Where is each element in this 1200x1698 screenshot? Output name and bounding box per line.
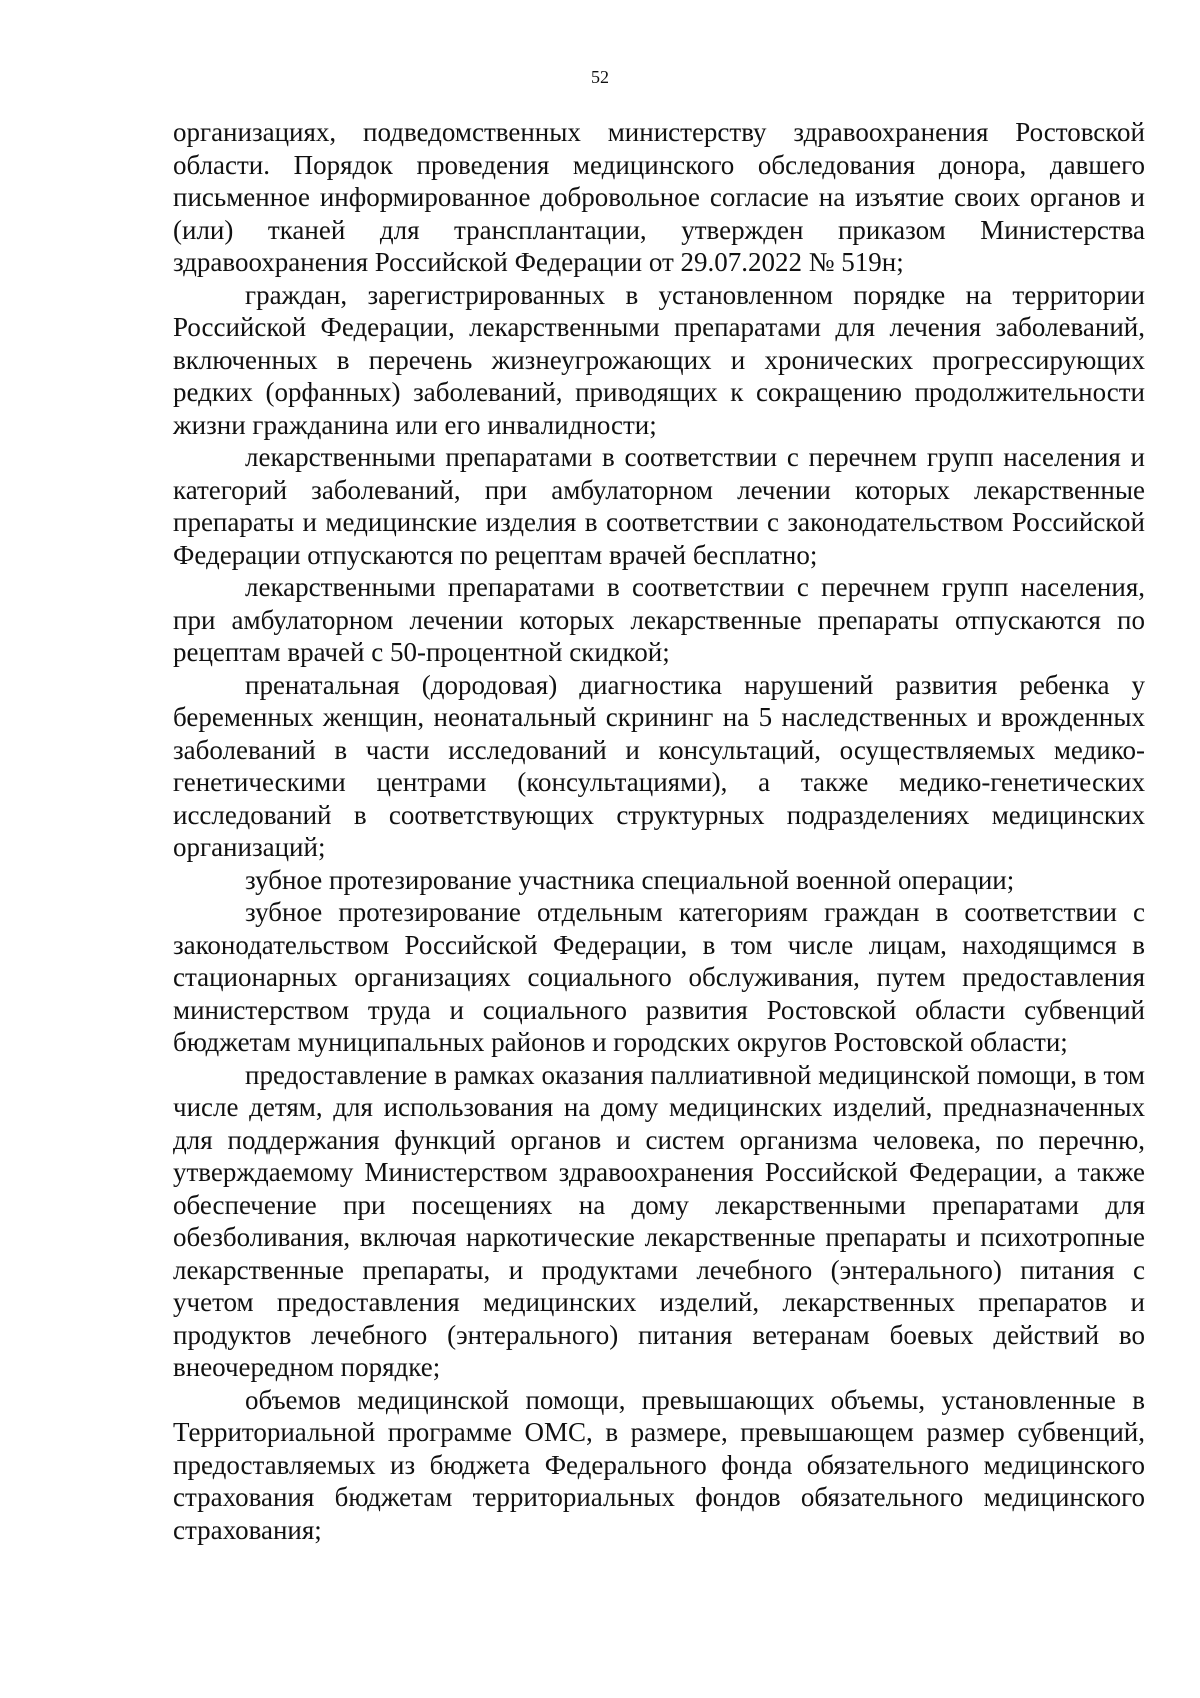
paragraph: объемов медицинской помощи, превышающих объемы, установленные в Территориальной программе ОМС, в размере, превышающем размер субвенций, предоставляемых из бюджета Федерального фонда обязательного медицинского страхования бюджетам территориальных фондов обязательного медицинского страхования;: [173, 1384, 1145, 1545]
paragraph: зубное протезирование участника специальной военной операции;: [245, 864, 1015, 895]
document-body: [173, 116, 1145, 1546]
paragraph: пренатальная (дородовая) диагностика нарушений развития ребенка у беременных женщин, неонатальный скрининг на 5 наследственных и врожденных заболеваний в части исследований и консультаций, осуществляемых медико-генетическими центрами (консультациями), а также медико-генетических исследований в соответствующих структурных подразделениях медицинских организаций;: [173, 669, 1145, 862]
paragraph: лекарственными препаратами в соответствии с перечнем групп населения, при амбулаторном лечении которых лекарственные препараты отпускаются по рецептам врачей с 50-процентной скидкой;: [173, 572, 1145, 667]
paragraph: лекарственными препаратами в соответствии с перечнем групп населения и категорий заболеваний, при амбулаторном лечении которых лекарственные препараты и медицинские изделия в соответствии с законодательством Российской Федерации отпускаются по рецептам врачей бесплатно;: [173, 442, 1145, 570]
paragraph: предоставление в рамках оказания паллиативной медицинской помощи, в том числе детям, для использования на дому медицинских изделий, предназначенных для поддержания функций органов и систем организма человека, по перечню, утверждаемому Министерством здравоохранения Российской Федерации, а также обеспечение при посещениях на дому лекарственными препаратами для обезболивания, включая наркотические лекарственные препараты и психотропные лекарственные препараты, и продуктами лечебного (энтерального) питания с учетом предоставления медицинских изделий, лекарственных препаратов и продуктов лечебного (энтерального) питания ветеранам боевых действий во внеочередном порядке;: [173, 1059, 1145, 1382]
page-number: 52: [591, 67, 609, 87]
paragraph: граждан, зарегистрированных в установленном порядке на территории Российской Федерации, лекарственными препаратами для лечения заболеваний, включенных в перечень жизнеугрожающих и хронических прогрессирующих редких (орфанных) заболеваний, приводящих к сокращению продолжительности жизни гражданина или его инвалидности;: [173, 279, 1145, 440]
paragraph: зубное протезирование отдельным категориям граждан в соответствии с законодательством Российской Федерации, в том числе лицам, находящимся в стационарных организациях социального обслуживания, путем предоставления министерством труда и социального развития Ростовской области субвенций бюджетам муниципальных районов и городских округов Ростовской области;: [173, 897, 1145, 1057]
paragraph: организациях, подведомственных министерству здравоохранения Ростовской области. Порядок проведения медицинского обследования донора, давшего письменное информированное добровольное согласие на изъятие своих органов и (или) тканей для трансплантации, утвержден приказом Министерства здравоохранения Российской Федерации от 29.07.2022 № 519н;: [173, 117, 1145, 277]
